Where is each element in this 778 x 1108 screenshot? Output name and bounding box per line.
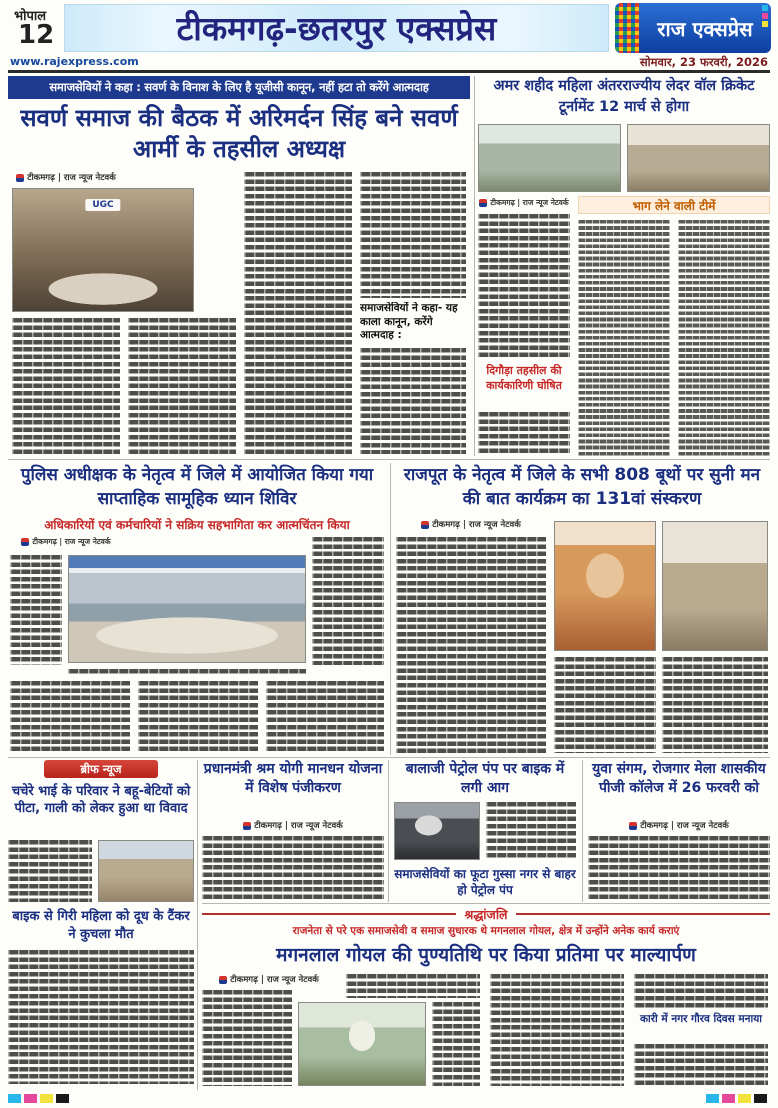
byline-icon	[479, 199, 487, 207]
body-text	[12, 318, 120, 454]
section-divider	[8, 459, 770, 460]
headline-petrol: बालाजी पेट्रोल पंप पर बाइक में लगी आग	[405, 761, 565, 796]
headline-savarn: सवर्ण समाज की बैठक में अरिमर्दन सिंह बने सवर्ण आर्मी के तहसील अध्यक्ष	[20, 104, 458, 163]
article-savarn-army	[8, 76, 470, 456]
masthead-title: टीकमगढ़-छतरपुर एक्सप्रेस	[64, 4, 609, 52]
byline-shram	[202, 820, 384, 831]
byline-text: टीकमगढ़ | राज न्यूज नेटवर्क	[432, 520, 521, 530]
body-text	[346, 974, 480, 998]
section-label: श्रद्धांजलि	[464, 906, 508, 922]
printmark-black	[754, 1094, 767, 1103]
body-text	[360, 172, 466, 298]
byline-icon	[629, 822, 637, 830]
body-text	[8, 950, 194, 1084]
photo-cricket-team-1	[478, 124, 621, 192]
photo-caption-text	[68, 669, 306, 675]
body-text	[202, 836, 384, 900]
brief-news-rail	[8, 760, 194, 1090]
byline-dhyan	[10, 537, 122, 547]
body-text	[554, 657, 656, 753]
body-text	[396, 537, 546, 753]
teams-list-text	[578, 220, 670, 456]
dateline: सोमवार, 23 फरवरी, 2026	[639, 55, 768, 69]
body-text	[634, 1044, 768, 1086]
crosshead-savarn: समाजसेवियों ने कहा- यह काला कानून, करेंगे आत्मदाह :	[360, 302, 458, 341]
column-divider	[474, 76, 475, 456]
body-text	[10, 681, 130, 753]
byline-text: टीकमगढ़ | राज न्यूज नेटवर्क	[27, 173, 116, 183]
header-rule	[8, 70, 770, 73]
section-divider	[202, 903, 770, 904]
section-line	[202, 913, 456, 915]
section-line	[516, 913, 770, 915]
page-number: 12	[18, 20, 55, 50]
body-text	[312, 537, 384, 665]
body-text	[634, 974, 768, 1008]
body-text	[662, 657, 768, 753]
subhead-petrol: समाजसेवियों का फूटा गुस्सा नगर से बाहर हो पेट्रोल पंप	[394, 867, 576, 897]
article-dhyan-shivir	[8, 463, 386, 755]
regmark-cyan	[762, 5, 768, 11]
body-text	[202, 990, 292, 1086]
printmark-magenta	[722, 1094, 735, 1103]
logo-mosaic-icon	[615, 3, 639, 53]
photo-street-incident	[98, 840, 194, 902]
printmark-cyan	[8, 1094, 21, 1103]
body-text	[266, 681, 384, 753]
printmark-black	[56, 1094, 69, 1103]
photo-audience	[662, 521, 768, 651]
website-url: www.rajexpress.com	[10, 55, 139, 68]
byline-savarn	[12, 172, 120, 183]
column-divider	[197, 760, 198, 1090]
photo-bike-fire	[394, 802, 480, 860]
byline-yuva	[588, 820, 770, 831]
body-text	[490, 974, 624, 1086]
logo-text: राज एक्सप्रेस	[657, 16, 753, 41]
printmark-magenta	[24, 1094, 37, 1103]
article-cricket	[478, 76, 770, 456]
headline-brief-2: बाइक से गिरी महिला को दूध के टैंकर ने कुचला मौत	[12, 909, 190, 942]
headline-yuva: युवा संगम, रोजगार मेला शासकीय पीजी कॉलेज में 26 फरवरी को	[592, 761, 766, 796]
body-text	[10, 555, 62, 665]
body-text	[8, 840, 92, 902]
byline-icon	[421, 521, 429, 529]
headline-dhyan: पुलिस अधीक्षक के नेतृत्व में जिले में आयोजित किया गया साप्ताहिक सामूहिक ध्यान शिविर	[20, 465, 374, 509]
photo-statue-garlanding	[298, 1002, 426, 1086]
article-yuva-sangam	[588, 760, 770, 900]
strap-shraddhanjali: राजनेता से परे एक समाजसेवी व समाज सुधारक थे मगनलाल गोयल, क्षेत्र में उन्होंने अनेक कार्य कराएं	[292, 925, 680, 937]
body-text	[478, 214, 570, 360]
headline-shram: प्रधानमंत्री श्रम योगी मानधन योजना में विशेष पंजीकरण	[203, 761, 383, 796]
byline-text: टीकमगढ़ | राज न्यूज नेटवर्क	[640, 821, 729, 831]
article-shram-yogi	[202, 760, 384, 900]
kicker-banner: समाजसेवियों ने कहा : सवर्ण के विनाश के लिए है यूजीसी कानून, नहीं हटा तो करेंगे आत्मदाह	[8, 76, 470, 99]
column-divider	[390, 463, 391, 755]
edition-label: भोपाल	[14, 9, 47, 24]
byline-text: टीकमगढ़ | राज न्यूज नेटवर्क	[230, 975, 319, 985]
subhead-dhyan: अधिकारियों एवं कर्मचारियों ने सक्रिय सहभागिता कर आत्मचिंतन किया	[44, 518, 350, 532]
brand-logo	[615, 3, 771, 53]
photo-caption-strip	[69, 556, 305, 568]
printmark-cyan	[706, 1094, 719, 1103]
photo-meeting	[12, 188, 194, 312]
crosshead-kari: कारी में नगर गौरव दिवस मनाया	[639, 1013, 763, 1025]
body-text	[128, 318, 236, 454]
byline-text: टीकमगढ़ | राज न्यूज नेटवर्क	[32, 537, 111, 546]
byline-text: टीकमगढ़ | राज न्यूज नेटवर्क	[254, 821, 343, 831]
body-text	[486, 802, 576, 860]
byline-icon	[16, 174, 24, 182]
headline-mannkibaat: राजपूत के नेतृत्व में जिले के सभी 808 बूथों पर सुनी मन की बात कार्यक्रम का 131वां संस्करण	[403, 465, 761, 509]
brief-news-ribbon: ब्रीफ न्यूज	[44, 760, 158, 778]
body-text	[138, 681, 258, 753]
headline-brief-1: चचेरे भाई के परिवार ने बहू-बेटियों को पीटा, गाली को लेकर हुआ था विवाद	[11, 784, 191, 816]
photo-conference	[68, 555, 306, 663]
printmark-yellow	[738, 1094, 751, 1103]
body-text	[244, 172, 352, 454]
byline-text: टीकमगढ़ | राज न्यूज नेटवर्क	[490, 198, 569, 207]
byline-icon	[243, 822, 251, 830]
headline-cricket: अमर शहीद महिला अंतरराज्यीय लेदर वॉल क्रिकेट टूर्नामेंट 12 मार्च से होगा	[493, 78, 755, 115]
body-text	[360, 348, 466, 454]
headline-shraddhanjali: मगनलाल गोयल की पुण्यतिथि पर किया प्रतिमा पर माल्यार्पण	[276, 944, 696, 966]
byline-icon	[219, 976, 227, 984]
teams-list-text	[678, 220, 770, 456]
crosshead-digauda: दिगौड़ा तहसील की कार्यकारिणी घोषित	[486, 364, 562, 392]
teams-box-header: भाग लेने वाली टीमें	[578, 196, 770, 214]
byline-shraddhanjali	[202, 974, 336, 985]
regmark-yellow	[762, 21, 768, 27]
article-petrol-fire	[394, 760, 576, 900]
body-text	[478, 412, 570, 456]
body-text	[588, 836, 770, 900]
regmark-magenta	[762, 13, 768, 19]
byline-icon	[21, 538, 29, 546]
photo-banner-text: UGC	[85, 199, 120, 211]
printmark-yellow	[40, 1094, 53, 1103]
article-shraddhanjali	[202, 906, 770, 1088]
photo-cricket-team-2	[627, 124, 770, 192]
photo-speaker	[554, 521, 656, 651]
article-mann-ki-baat	[394, 463, 770, 755]
byline-mannkibaat	[396, 519, 546, 530]
column-divider	[582, 760, 583, 902]
section-divider	[8, 757, 770, 758]
column-divider	[388, 760, 389, 902]
body-text	[432, 1002, 480, 1086]
byline-cricket	[478, 198, 570, 208]
tribute-section-header	[202, 906, 770, 922]
